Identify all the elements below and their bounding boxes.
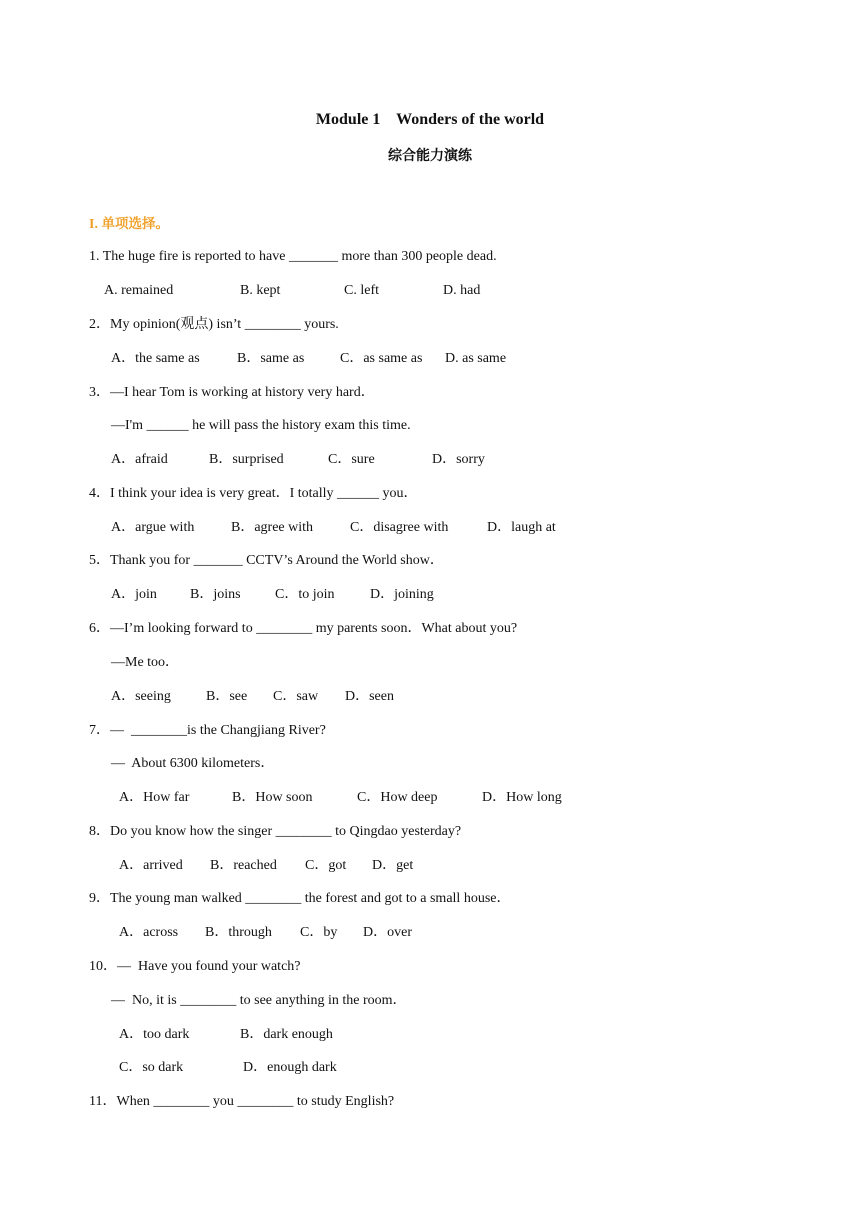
section-label: 单项选择。 xyxy=(101,216,169,232)
answer-option: B．see xyxy=(206,689,248,704)
question-stem: 4．I think your idea is very great．I totally ______ you． xyxy=(89,486,418,501)
question-dialogue-line: — No, it is ________ to see anything in the room． xyxy=(111,993,407,1008)
answer-option: C．to join xyxy=(275,587,335,602)
answer-option: B．reached xyxy=(210,858,277,873)
answer-option: C．by xyxy=(300,925,338,940)
page-title: Module 1 Wonders of the world xyxy=(315,111,545,128)
answer-option: B．joins xyxy=(190,587,241,602)
answer-option: D．joining xyxy=(370,587,434,602)
answer-option: C．sure xyxy=(328,452,375,467)
answer-option: C．as same as xyxy=(340,351,423,366)
section-heading xyxy=(89,212,169,233)
answer-option: B．agree with xyxy=(231,520,314,535)
question-stem: 6．—I’m looking forward to ________ my parents soon．What about you? xyxy=(89,621,518,636)
section-numeral: I. xyxy=(89,217,98,232)
answer-option: D．How long xyxy=(482,790,562,805)
question-stem: 1. The huge fire is reported to have _______ more than 300 people dead. xyxy=(89,249,497,264)
answer-option: A．too dark xyxy=(119,1027,190,1042)
answer-option: D．seen xyxy=(345,689,394,704)
answer-option: B．dark enough xyxy=(240,1027,333,1042)
answer-option: C．got xyxy=(305,858,347,873)
question-dialogue-line: —Me too． xyxy=(111,655,180,670)
answer-option: C．saw xyxy=(273,689,319,704)
answer-option: D．over xyxy=(363,925,412,940)
answer-option: D．sorry xyxy=(432,452,485,467)
answer-option: B．How soon xyxy=(232,790,313,805)
question-stem: 8．Do you know how the singer ________ to Qingdao yesterday? xyxy=(89,824,462,839)
answer-option: B．surprised xyxy=(209,452,284,467)
answer-option: A. remained xyxy=(104,283,174,298)
answer-option: B. kept xyxy=(240,283,281,298)
answer-option: D．get xyxy=(372,858,414,873)
answer-option: A．the same as xyxy=(111,351,200,366)
answer-option: A．How far xyxy=(119,790,190,805)
question-stem: 10．— Have you found your watch? xyxy=(89,959,301,974)
question-stem: 7．— ________is the Changjiang River? xyxy=(89,723,326,738)
answer-option: B．through xyxy=(205,925,272,940)
question-dialogue-line: — About 6300 kilometers． xyxy=(111,756,275,771)
answer-option: C．disagree with xyxy=(350,520,449,535)
answer-option: C．How deep xyxy=(357,790,438,805)
answer-option: D. as same xyxy=(445,351,507,366)
question-stem: 3．—I hear Tom is working at history very hard． xyxy=(89,385,375,400)
answer-option: D. had xyxy=(443,283,481,298)
question-stem: 5．Thank you for _______ CCTV’s Around the World show． xyxy=(89,553,444,568)
question-stem: 11．When ________ you ________ to study English? xyxy=(89,1094,395,1109)
question-dialogue-line: —I'm ______ he will pass the history exam this time. xyxy=(111,418,411,433)
page-subtitle: 综合能力演练 xyxy=(388,148,472,164)
answer-option: C．so dark xyxy=(119,1060,184,1075)
answer-option: A．across xyxy=(119,925,179,940)
answer-option: A．arrived xyxy=(119,858,183,873)
question-stem: 9．The young man walked ________ the forest and got to a small house． xyxy=(89,891,511,906)
answer-option: C. left xyxy=(344,283,379,298)
question-stem: 2．My opinion(观点) isn’t ________ yours. xyxy=(89,317,339,332)
answer-option: D．enough dark xyxy=(243,1060,337,1075)
answer-option: A．argue with xyxy=(111,520,195,535)
answer-option: A．afraid xyxy=(111,452,168,467)
answer-option: A．join xyxy=(111,587,157,602)
answer-option: B．same as xyxy=(237,351,305,366)
answer-option: D．laugh at xyxy=(487,520,556,535)
answer-option: A．seeing xyxy=(111,689,171,704)
